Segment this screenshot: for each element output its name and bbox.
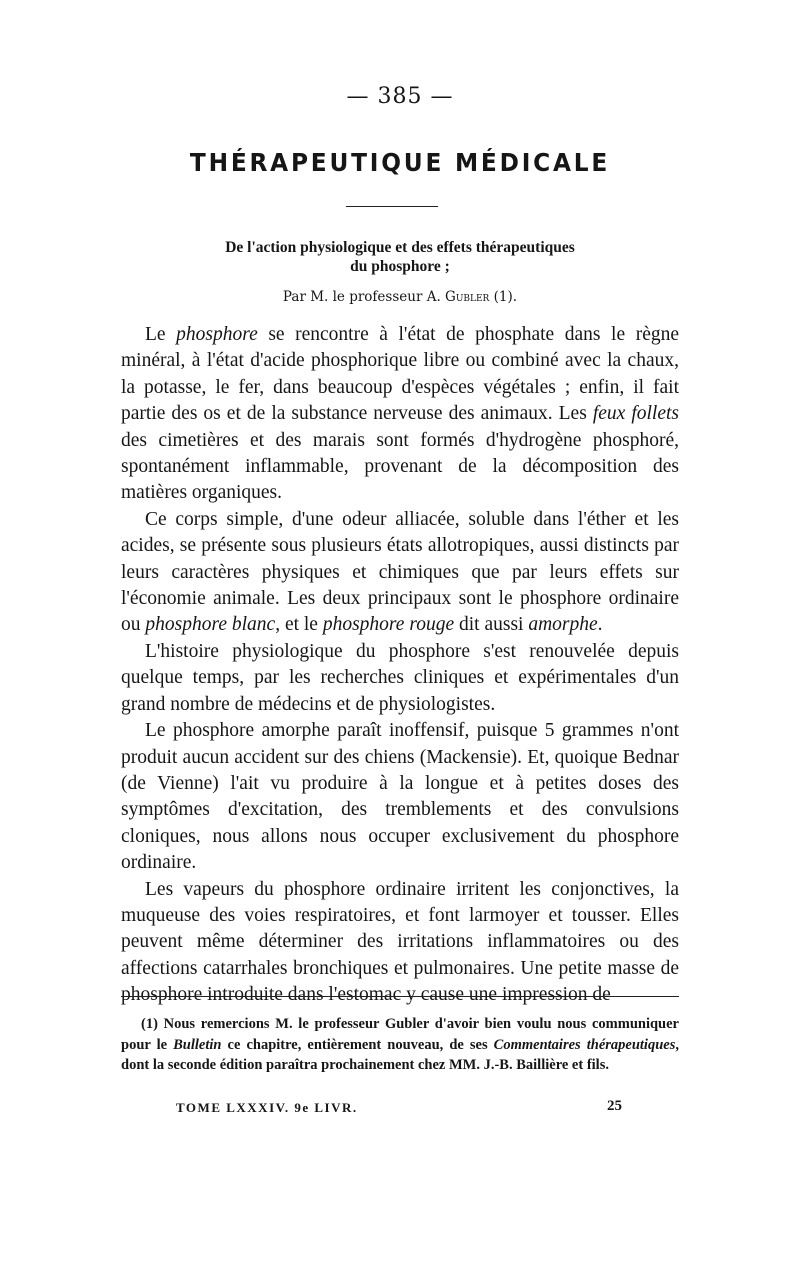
text-run: , dont la seconde édition paraîtra prochainement chez MM. J.-B. Baillière et fils. (121, 1036, 679, 1073)
text-run: Ce corps simple, d'une odeur alliacée, soluble dans l'éther et les acides, se présente sous plusieurs états allotropiques, aussi distincts par leurs caractères physiques et chimiques que par leurs effets sur l'économie animale. Les deux principaux sont le phosphore ordinaire ou (121, 508, 679, 636)
article-title (0, 238, 800, 276)
italic-term: Bulletin (173, 1036, 222, 1053)
page-number: — 385 — (346, 84, 454, 109)
byline-note-ref: (1). (489, 289, 518, 305)
footnote (121, 1014, 679, 1076)
article-byline (0, 289, 800, 305)
section-title: THÉRAPEUTIQUE MÉDICALE (189, 148, 611, 177)
italic-term: phosphore rouge (322, 614, 455, 636)
paragraph-5: Les vapeurs du phosphore ordinaire irritent les conjonctives, la muqueuse des voies respiratoires, et font larmoyer et tousser. Elles peuvent même déterminer des irritations inflammatoires ou des affections catarrhales bronchiques et pulmonaires. Une petite masse de phosphore introduite dans l'estomac y cause une impression de (121, 878, 679, 1006)
text-run: ce chapitre, entièrement nouveau, de ses (221, 1036, 494, 1053)
article-title-line-2: du phosphore ; (350, 258, 450, 275)
footnote-divider (121, 996, 679, 997)
tome-livraison: TOME LXXXIV. 9e LIVR. (176, 1100, 358, 1115)
text-run: , et le (275, 614, 323, 636)
italic-term: phosphore (176, 324, 258, 345)
italic-term: amorphe (528, 614, 598, 636)
paragraph-1 (121, 322, 679, 507)
text-run: se rencontre à l'état de phosphate dans le règne minéral, à l'état d'acide phosphorique libre ou combiné avec la chaux, la potasse, le fer, dans beaucoup d'espèces végétales ; enfin, il fait partie des os et de la substance nerveuse des animaux. Les (121, 324, 679, 425)
text-run: . (597, 614, 603, 636)
italic-term: phosphore blanc (145, 614, 276, 636)
italic-term: feux follets (592, 403, 679, 425)
signature-number: 25 (607, 1098, 622, 1114)
footnote-text (121, 1014, 679, 1076)
article-body (121, 322, 679, 1009)
italic-term: Commentaires thérapeutiques (493, 1036, 676, 1053)
paragraph-4: Le phosphore amorphe paraît inoffensif, puisque 5 grammes n'ont produit aucun accident sur des chiens (Mackensie). Et, quoique Bednar (de Vienne) l'ait vu produire à la longue et à petites doses des symptômes d'excitation, des tremblements et des convulsions cloniques, nous allons nous occuper exclusivement du phosphore ordinaire. (121, 720, 679, 874)
text-run: (1) Nous remercions M. le professeur Gubler d'avoir bien voulu nous communiquer pour le (121, 1016, 679, 1053)
text-run: dit aussi (454, 614, 529, 636)
text-run: Le (145, 324, 177, 345)
byline-author: Gubler (445, 289, 490, 305)
paragraph-2 (121, 507, 679, 639)
article-title-line-1: De l'action physiologique et des effets thérapeutiques (225, 239, 575, 256)
paragraph-3: L'histoire physiologique du phosphore s'est renouvelée depuis quelque temps, par les recherches cliniques et expérimentales d'un grand nombre de médecins et de physiologistes. (121, 640, 679, 715)
text-run: des cimetières et des marais sont formés d'hydrogène phosphoré, spontanément inflammable, provenant de la décomposition des matières organiques. (121, 429, 679, 504)
title-divider (346, 206, 438, 207)
byline-prefix: Par M. le professeur A. (282, 289, 446, 305)
